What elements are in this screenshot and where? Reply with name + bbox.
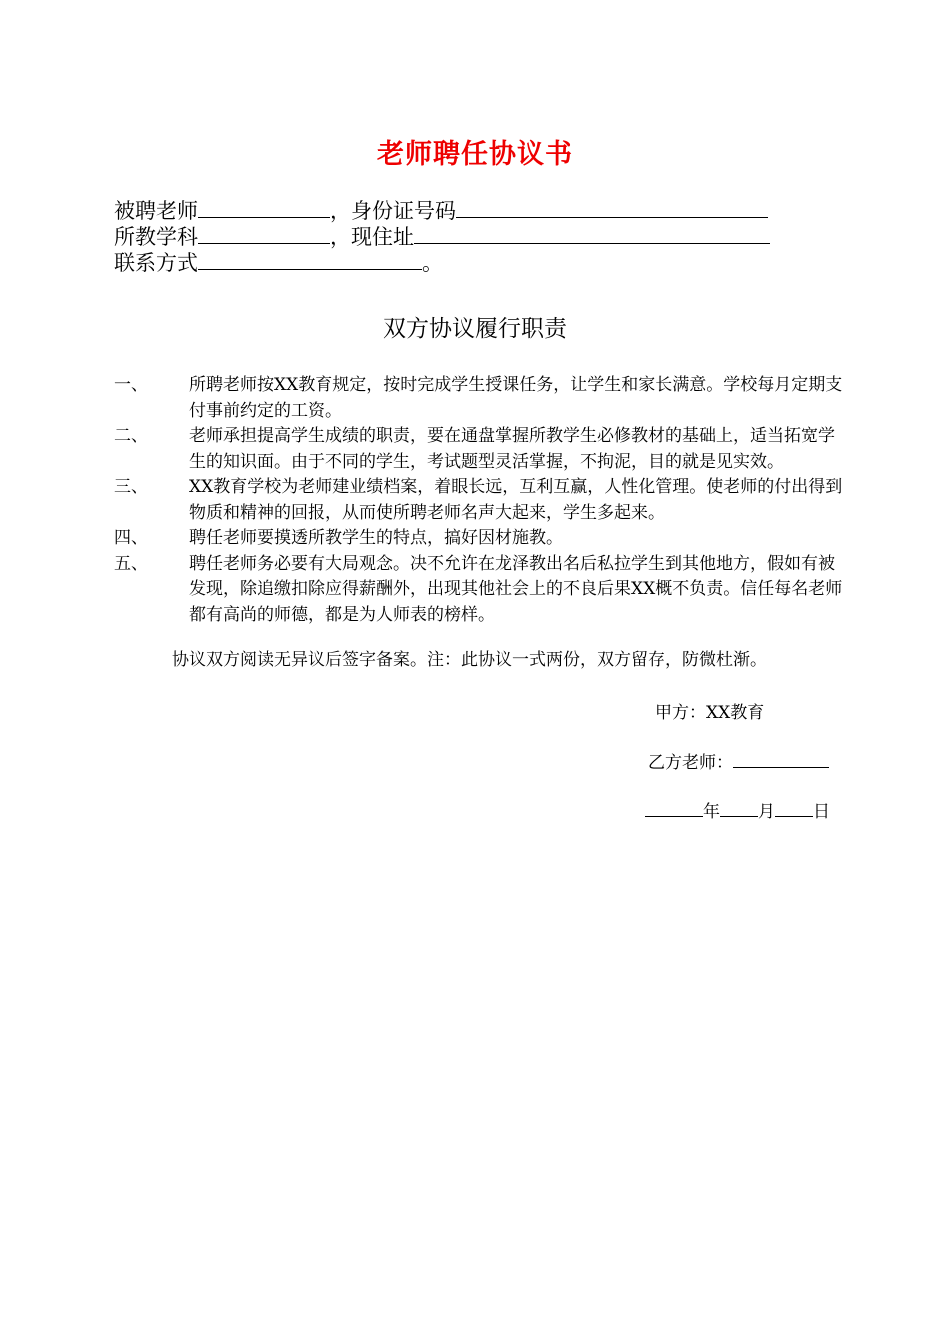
address-blank[interactable] bbox=[414, 224, 770, 244]
month-label: 月 bbox=[758, 802, 775, 822]
day-blank[interactable] bbox=[775, 800, 813, 817]
clause-item bbox=[114, 424, 844, 475]
year-blank[interactable] bbox=[645, 800, 703, 817]
party-a-signature: 甲方：XX教育 bbox=[655, 703, 765, 723]
contact-blank[interactable] bbox=[198, 250, 422, 270]
clause-list bbox=[114, 373, 844, 628]
clause-number: 二、 bbox=[114, 426, 148, 446]
clause-text: XX教育学校为老师建业绩档案，着眼长远，互利互赢，人性化管理。使老师的付出得到物质和精神的回报，从而使所聘老师名声大起来，学生多起来。 bbox=[189, 477, 843, 523]
subject-address-line bbox=[114, 224, 814, 250]
clause-item bbox=[114, 526, 844, 552]
clause-item bbox=[114, 552, 844, 629]
month-blank[interactable] bbox=[720, 800, 758, 817]
teacher-id-line bbox=[114, 198, 814, 224]
clause-text: 所聘老师按XX教育规定，按时完成学生授课任务，让学生和家长满意。学校每月定期支付事前约定的工资。 bbox=[189, 375, 843, 421]
date-line bbox=[645, 797, 830, 822]
contact-line bbox=[114, 250, 814, 276]
contact-end: 。 bbox=[422, 251, 443, 275]
contact-label: 联系方式 bbox=[114, 251, 198, 275]
info-fields bbox=[114, 198, 814, 276]
teacher-label: 被聘老师 bbox=[114, 199, 198, 223]
party-b-signature bbox=[648, 748, 829, 773]
clause-item bbox=[114, 475, 844, 526]
clause-text: 聘任老师要摸透所教学生的特点，搞好因材施教。 bbox=[189, 528, 563, 548]
clause-number: 一、 bbox=[114, 375, 148, 395]
year-label: 年 bbox=[703, 802, 720, 822]
clause-number: 五、 bbox=[114, 553, 148, 574]
subject-label: 所教学科 bbox=[114, 225, 198, 249]
clause-number: 四、 bbox=[114, 528, 148, 548]
id-label: ，身份证号码 bbox=[330, 199, 456, 223]
address-label: ，现住址 bbox=[330, 225, 414, 249]
document-title: 老师聘任协议书 bbox=[377, 139, 573, 170]
clause-item bbox=[114, 373, 844, 424]
party-b-sign-blank[interactable] bbox=[733, 751, 829, 768]
clause-number: 三、 bbox=[114, 477, 148, 497]
section-subtitle: 双方协议履行职责 bbox=[383, 316, 567, 342]
closing-statement: 协议双方阅读无异议后签字备案。注：此协议一式两份，双方留存，防微杜渐。 bbox=[172, 650, 767, 670]
clause-text: 聘任老师务必要有大局观念。决不允许在龙泽教出名后私拉学生到其他地方，假如有被发现，除追缴扣除应得薪酬外，出现其他社会上的不良后果XX概不负责。信任每名老师都有高尚的师德，都是为人师表的榜样。 bbox=[189, 553, 843, 625]
clause-text: 老师承担提高学生成绩的职责，要在通盘掌握所教学生必修教材的基础上，适当拓宽学生的知识面。由于不同的学生，考试题型灵活掌握，不拘泥，目的就是见实效。 bbox=[189, 426, 835, 472]
day-label: 日 bbox=[813, 802, 830, 822]
teacher-name-blank[interactable] bbox=[198, 198, 330, 218]
subject-blank[interactable] bbox=[198, 224, 330, 244]
party-b-label: 乙方老师： bbox=[648, 753, 733, 773]
id-number-blank[interactable] bbox=[456, 198, 768, 218]
